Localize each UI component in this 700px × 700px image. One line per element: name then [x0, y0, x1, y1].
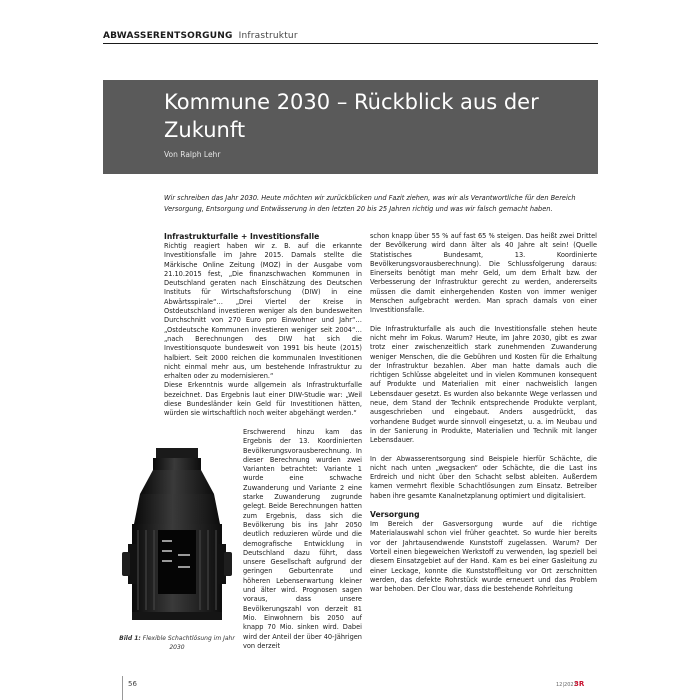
heading-infrastrukturfalle: Infrastrukturfalle + Investitionsfalle [164, 232, 320, 241]
article-title-line-1: Kommune 2030 – Rückblick aus der [164, 90, 539, 114]
section-title: ABWASSERENTSORGUNG [103, 31, 233, 41]
column-right [370, 232, 597, 594]
column-left [164, 232, 362, 419]
article-title [164, 88, 584, 144]
title-banner [103, 80, 598, 174]
paragraph: Die Infrastrukturfalle als auch die Investitionsfalle stehen heute nicht mehr im Fokus. Warum? Heute, im Jahre 2030, gibt es zwar trotz einer zwischenzeitlich stark zunehmenden Zuwanderung weniger Menschen, die die Gebühren und Kosten für die Erhaltung der Infrastruktur bezahlen. Aber man hatte damals auch die richtigen Schlüsse abgeleitet und in vielen Kommunen konsequent auf Produkte und Materialien mit einer nachweislich langen Lebensdauer gesetzt. Es wurden also bekannte Wege verlassen und neue, dem Stand der Technik entsprechende Produkte verplant, ausgeschrieben und eingebaut. Anders ausgedrückt, das vorhandene Budget wurde sinnvoll eingesetzt, u. a. im Neubau und in der Sanierung in Produkte, Materialien und Technik mit langer Lebensdauer. [370, 324, 597, 445]
issue-number: 12|2021 [556, 682, 577, 688]
paragraph: In der Abwasserentsorgung sind Beispiele hierfür Schächte, die nicht nach unten „wegsacken“ oder Schächte, die die Last ins Erdreich und nicht über den Schacht selbst ableiten. Außerdem kamen vermehrt flexible Schachtlösungen zum Einsatz. Betreiber haben ihre gesamte Kanalnetzplanung optimiert und digitalisiert. [370, 454, 597, 500]
article-lead: Wir schreiben das Jahr 2030. Heute möchten wir zurückblicken und Fazit ziehen, was wir als Verantwortliche für den Bereich Versorgung, Entsorgung und Entwässerung in den letzten 20 bis 25 Jahren richtig und was wir falsch gemacht haben. [164, 194, 576, 213]
shaft-image [118, 444, 236, 626]
column-left-narrow [243, 428, 362, 651]
paragraph: Diese Erkenntnis wurde allgemein als Infrastrukturfalle bezeichnet. Das Ergebnis laut einer DIW-Studie war: „Weil diese Bundesländer kein Geld für Investitionen hätten, würden sie wirtschaftlich noch weiter abgehängt werden.“ [164, 381, 362, 418]
paragraph: Im Bereich der Gasversorgung wurde auf die richtige Materialauswahl schon viel früher geachtet. So wurde hier bereits vor der Jahrtausendwende Kunststoff zugelassen. Warum? Der Vorteil einen biegeweichen Werkstoff zu verwenden, lag speziell bei diesem Einsatzgebiet auf der Hand. Kam es bei einer Gasleitung zu einer Leckage, konnte die Kunststoffleitung vor Ort zerschnitten werden, das defekte Rohrstück wurde erneuert und das Problem war behoben. Der Clou war, dass die bestehende Rohrleitung [370, 520, 597, 594]
heading-versorgung: Versorgung [370, 510, 420, 520]
caption-text: Flexible Schachtlösung im Jahr 2030 [142, 635, 235, 651]
figure-shaft [118, 444, 236, 626]
header-divider [103, 43, 598, 44]
article-author: Von Ralph Lehr [164, 150, 221, 159]
section-subtitle: Infrastruktur [238, 31, 298, 41]
page-number: 56 [128, 680, 137, 688]
magazine-logo: 3R [574, 680, 585, 688]
paragraph: Richtig reagiert haben wir z. B. auf die erkannte Investitionsfalle im Jahre 2015. Damals stellte die Märkische Online Zeitung (MOZ) in der Ausgabe vom 21.10.2015 fest, „Die finanzschwachen Kommunen in Deutschland geraten nach Einschätzung des Deutschen Instituts für Wirtschaftsforschung (DIW) in eine Abwärtsspirale“… „Drei Viertel der Kreise in Ostdeutschland investieren weniger als den bundesweiten Durchschnitt von 270 Euro pro Einwohner und Jahr“… „Ostdeutsche Kommunen investieren weniger seit 2004“… „nach Berechnungen des DIW hat sich die Investitionsquote bundesweit von 1991 bis heute (2015) halbiert. Seit 2000 reichen die kommunalen Investitionen nicht einmal mehr aus, um bestehende Infrastruktur zu erhalten oder zu modernisieren.“ [164, 242, 362, 381]
paragraph: Erschwerend hinzu kam das Ergebnis der 13. Koordinierten Bevölkerungsvorausberechnung. In dieser Berechnung wurden zwei Varianten betrachtet: Variante 1 wurde eine schwache Zuwanderung und Variante 2 eine starke Zuwanderung zugrunde gelegt. Beide Berechnungen hatten zum Ergebnis, dass sich die Bevölkerung bis ins Jahr 2050 deutlich reduzieren würde und die demografische Entwicklung in Deutschland dazu führt, dass unsere Gesellschaft aufgrund der geringen Geburtenrate und höheren Lebenserwartung kleiner und älter wird. Prognosen sagen voraus, dass unsere Bevölkerungszahl von derzeit 81 Mio. Einwohnern bis 2050 auf knapp 70 Mio. sinken wird. Dabei wird der Anteil der über 40-Jährigen von derzeit [243, 428, 362, 650]
section-header [103, 30, 598, 42]
caption-label: Bild 1: [119, 635, 141, 642]
article-title-line-2: Zukunft [164, 118, 246, 142]
paragraph: schon knapp über 55 % auf fast 65 % steigen. Das heißt zwei Drittel der Bevölkerung wird dann älter als 40 Jahre alt sein! (Quelle Statistisches Bundesamt, 13. Koordinierte Bevölkerungsvorausberechnung). Die Schlussfolgerung daraus: Einerseits benötigt man mehr Geld, um dem Erhalt bzw. der Verbesserung der Infrastruktur gerecht zu werden, andererseits müssen die damit einhergehenden Kosten von immer weniger Menschen aufgebracht werden. Man sprach damals von einer Investitionsfalle. [370, 232, 597, 315]
footer-divider [122, 676, 123, 700]
figure-caption [118, 634, 236, 652]
